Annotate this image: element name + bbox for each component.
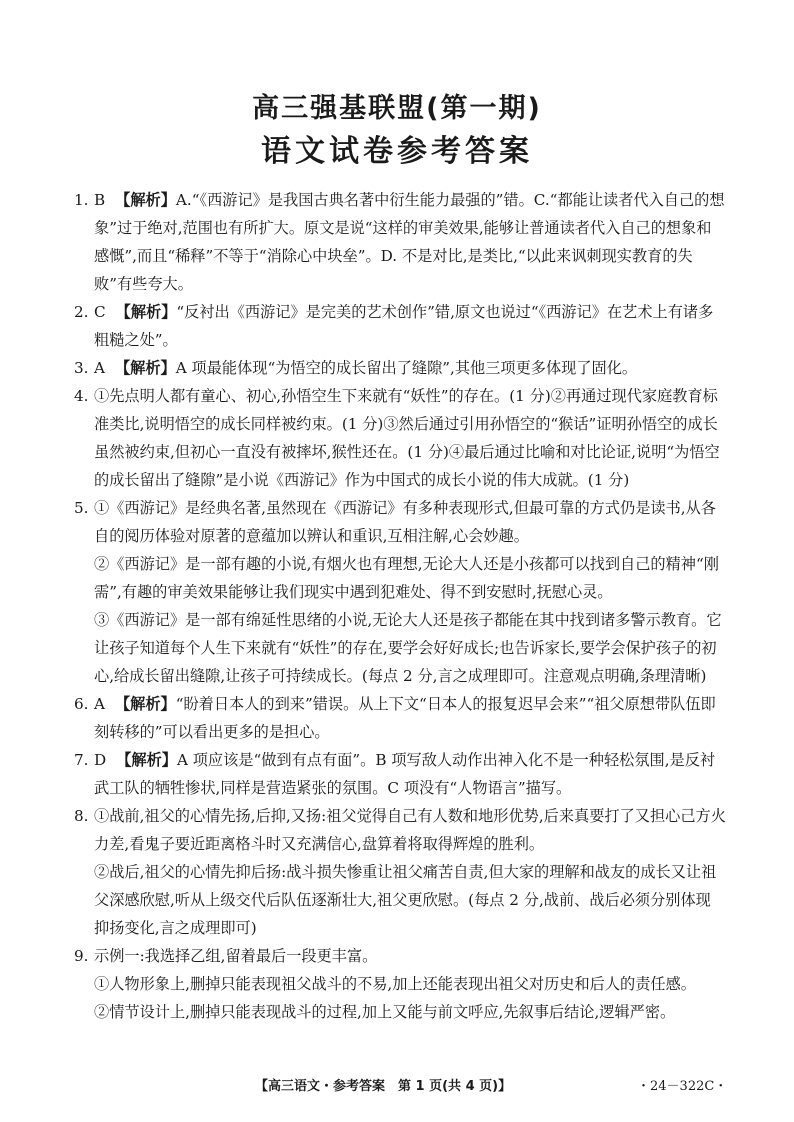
- answer-text: ①《西游记》是经典名著,虽然现在《西游记》有多种表现形式,但最可靠的方式仍是读书,从各自的阅历体验对原著的意蕴加以辨认和重识,互相注解,心会妙趣。: [94, 499, 716, 545]
- answer-text: ②《西游记》是一部有趣的小说,有烟火也有理想,无论大人还是小孩都可以找到自己的精神“刚需”,有趣的审美效果能够让我们现实中遇到犯难处、得不到安慰时,抚慰心灵。: [94, 555, 719, 601]
- answer-list: [76, 186, 726, 1026]
- answer-item: [76, 354, 726, 382]
- answer-choice: B: [94, 191, 106, 209]
- question-number: 5.: [74, 499, 89, 517]
- answer-paragraph: [94, 970, 726, 998]
- question-number: 2.: [74, 303, 89, 321]
- answer-paragraph: [94, 494, 726, 550]
- question-number: 4.: [74, 387, 89, 405]
- document-title: 高三强基联盟(第一期): [252, 93, 542, 124]
- answer-text: “盼着日本人的到来”错误。从上下文“日本人的报复迟早会来”“祖父原想带队伍即刻转移的”可以看出更多的是担心。: [94, 695, 716, 741]
- answer-paragraph: [94, 354, 726, 382]
- answer-paragraph: [94, 858, 726, 942]
- answer-paragraph: [94, 998, 726, 1026]
- analysis-tag: 【解析】: [116, 751, 177, 769]
- answer-text: ①人物形象上,删掉只能表现祖父战斗的不易,加上还能表现出祖父对历史和后人的责任感。: [94, 975, 696, 993]
- question-number: 3.: [74, 359, 89, 377]
- answer-text: 示例一:我选择乙组,留着最后一段更丰富。: [94, 947, 378, 965]
- answer-text: ①战前,祖父的心情先扬,后抑,又扬:祖父觉得自己有人数和地形优势,后来真要打了又担心己方火力差,看鬼子要近距离格斗时又充满信心,盘算着将取得辉煌的胜利。: [94, 807, 726, 853]
- question-number: 9.: [74, 947, 89, 965]
- answer-paragraph: [94, 690, 726, 746]
- question-number: 6.: [74, 695, 89, 713]
- answer-text: A.“《西游记》是我国古典名著中衍生能力最强的”错。C.“都能让读者代入自己的想象”过于绝对,范围也有所扩大。原文是说“这样的审美效果,能够让普通读者代入自己的想象和感慨”,而且“稀释”不等于“消除心中块垒”。D. 不是对比,是类比,“以此来讽刺现实教育的失败”有些夸大。: [94, 191, 725, 293]
- answer-choice: C: [94, 303, 106, 321]
- answer-text: A 项最能体现“为悟空的成长留出了缝隙”,其他三项更多体现了固化。: [175, 359, 638, 377]
- answer-paragraph: [94, 550, 726, 606]
- document-subtitle: 语文试卷参考答案: [261, 134, 533, 169]
- answer-item: [76, 802, 726, 942]
- answer-text: A 项应该是“做到有点有面”。B 项写敌人动作出神入化不是一种轻松氛围,是反衬武工队的牺牲惨状,同样是营造紧张的氛围。C 项没有“人物语言”描写。: [94, 751, 716, 797]
- answer-item: [76, 298, 726, 354]
- answer-item: [76, 746, 726, 802]
- footer-page-info: 【高三语文・参考答案 第 1 页(共 4 页)】: [255, 1079, 512, 1094]
- answer-choice: D: [94, 751, 107, 769]
- analysis-tag: 【解析】: [114, 695, 176, 713]
- answer-item: [76, 690, 726, 746]
- question-number: 1.: [74, 191, 89, 209]
- answer-text: ①先点明人都有童心、初心,孙悟空生下来就有“妖性”的存在。(1 分)②再通过现代家庭教育标准类比,说明悟空的成长同样被约束。(1 分)③然后通过引用孙悟空的“猴话”证明孙悟空的成长虽然被约束,但初心一直没有被摔坏,猴性还在。(1 分)④最后通过比喻和对比论证,说明“为悟空的成长留出了缝隙”是小说《西游记》作为中国式的成长小说的伟大成就。(1 分): [94, 387, 720, 489]
- answer-choice: A: [94, 695, 105, 713]
- answer-paragraph: [94, 606, 726, 690]
- answer-paragraph: [94, 298, 726, 354]
- question-number: 7.: [74, 751, 89, 769]
- analysis-tag: 【解析】: [115, 303, 177, 321]
- answer-paragraph: [94, 186, 726, 298]
- answer-paragraph: [94, 382, 726, 494]
- analysis-tag: 【解析】: [115, 191, 176, 209]
- answer-item: [76, 186, 726, 298]
- analysis-tag: 【解析】: [114, 359, 176, 377]
- answer-choice: A: [94, 359, 105, 377]
- answer-paragraph: [94, 802, 726, 858]
- answer-text: ②情节设计上,删掉只能表现战斗的过程,加上又能与前文呼应,先叙事后结论,逻辑严密。: [94, 1003, 676, 1021]
- answer-text: ③《西游记》是一部有绵延性思绪的小说,无论大人还是孩子都能在其中找到诸多警示教育。它让孩子知道每个人生下来就有“妖性”的存在,要学会好好成长;也告诉家长,要学会保护孩子的初心,给成长留出缝隙,让孩子可持续成长。(每点 2 分,言之成理即可。注意观点明确,条理清晰): [94, 611, 722, 685]
- answer-paragraph: [94, 746, 726, 802]
- answer-paragraph: [94, 942, 726, 970]
- question-number: 8.: [74, 807, 89, 825]
- answer-text: “反衬出《西游记》是完美的艺术创作”错,原文也说过“《西游记》在艺术上有诸多粗糙之处”。: [94, 303, 714, 349]
- answer-text: ②战后,祖父的心情先抑后扬:战斗损失惨重让祖父痛苦自责,但大家的理解和战友的成长又让祖父深感欣慰,听从上级交代后队伍逐渐壮大,祖父更欣慰。(每点 2 分,战前、战后必须分别体现抑扬变化,言之成理即可): [94, 863, 717, 937]
- answer-item: [76, 382, 726, 494]
- answer-item: [76, 494, 726, 690]
- answer-item: [76, 942, 726, 1026]
- footer-code: ・24－322C・: [637, 1079, 728, 1094]
